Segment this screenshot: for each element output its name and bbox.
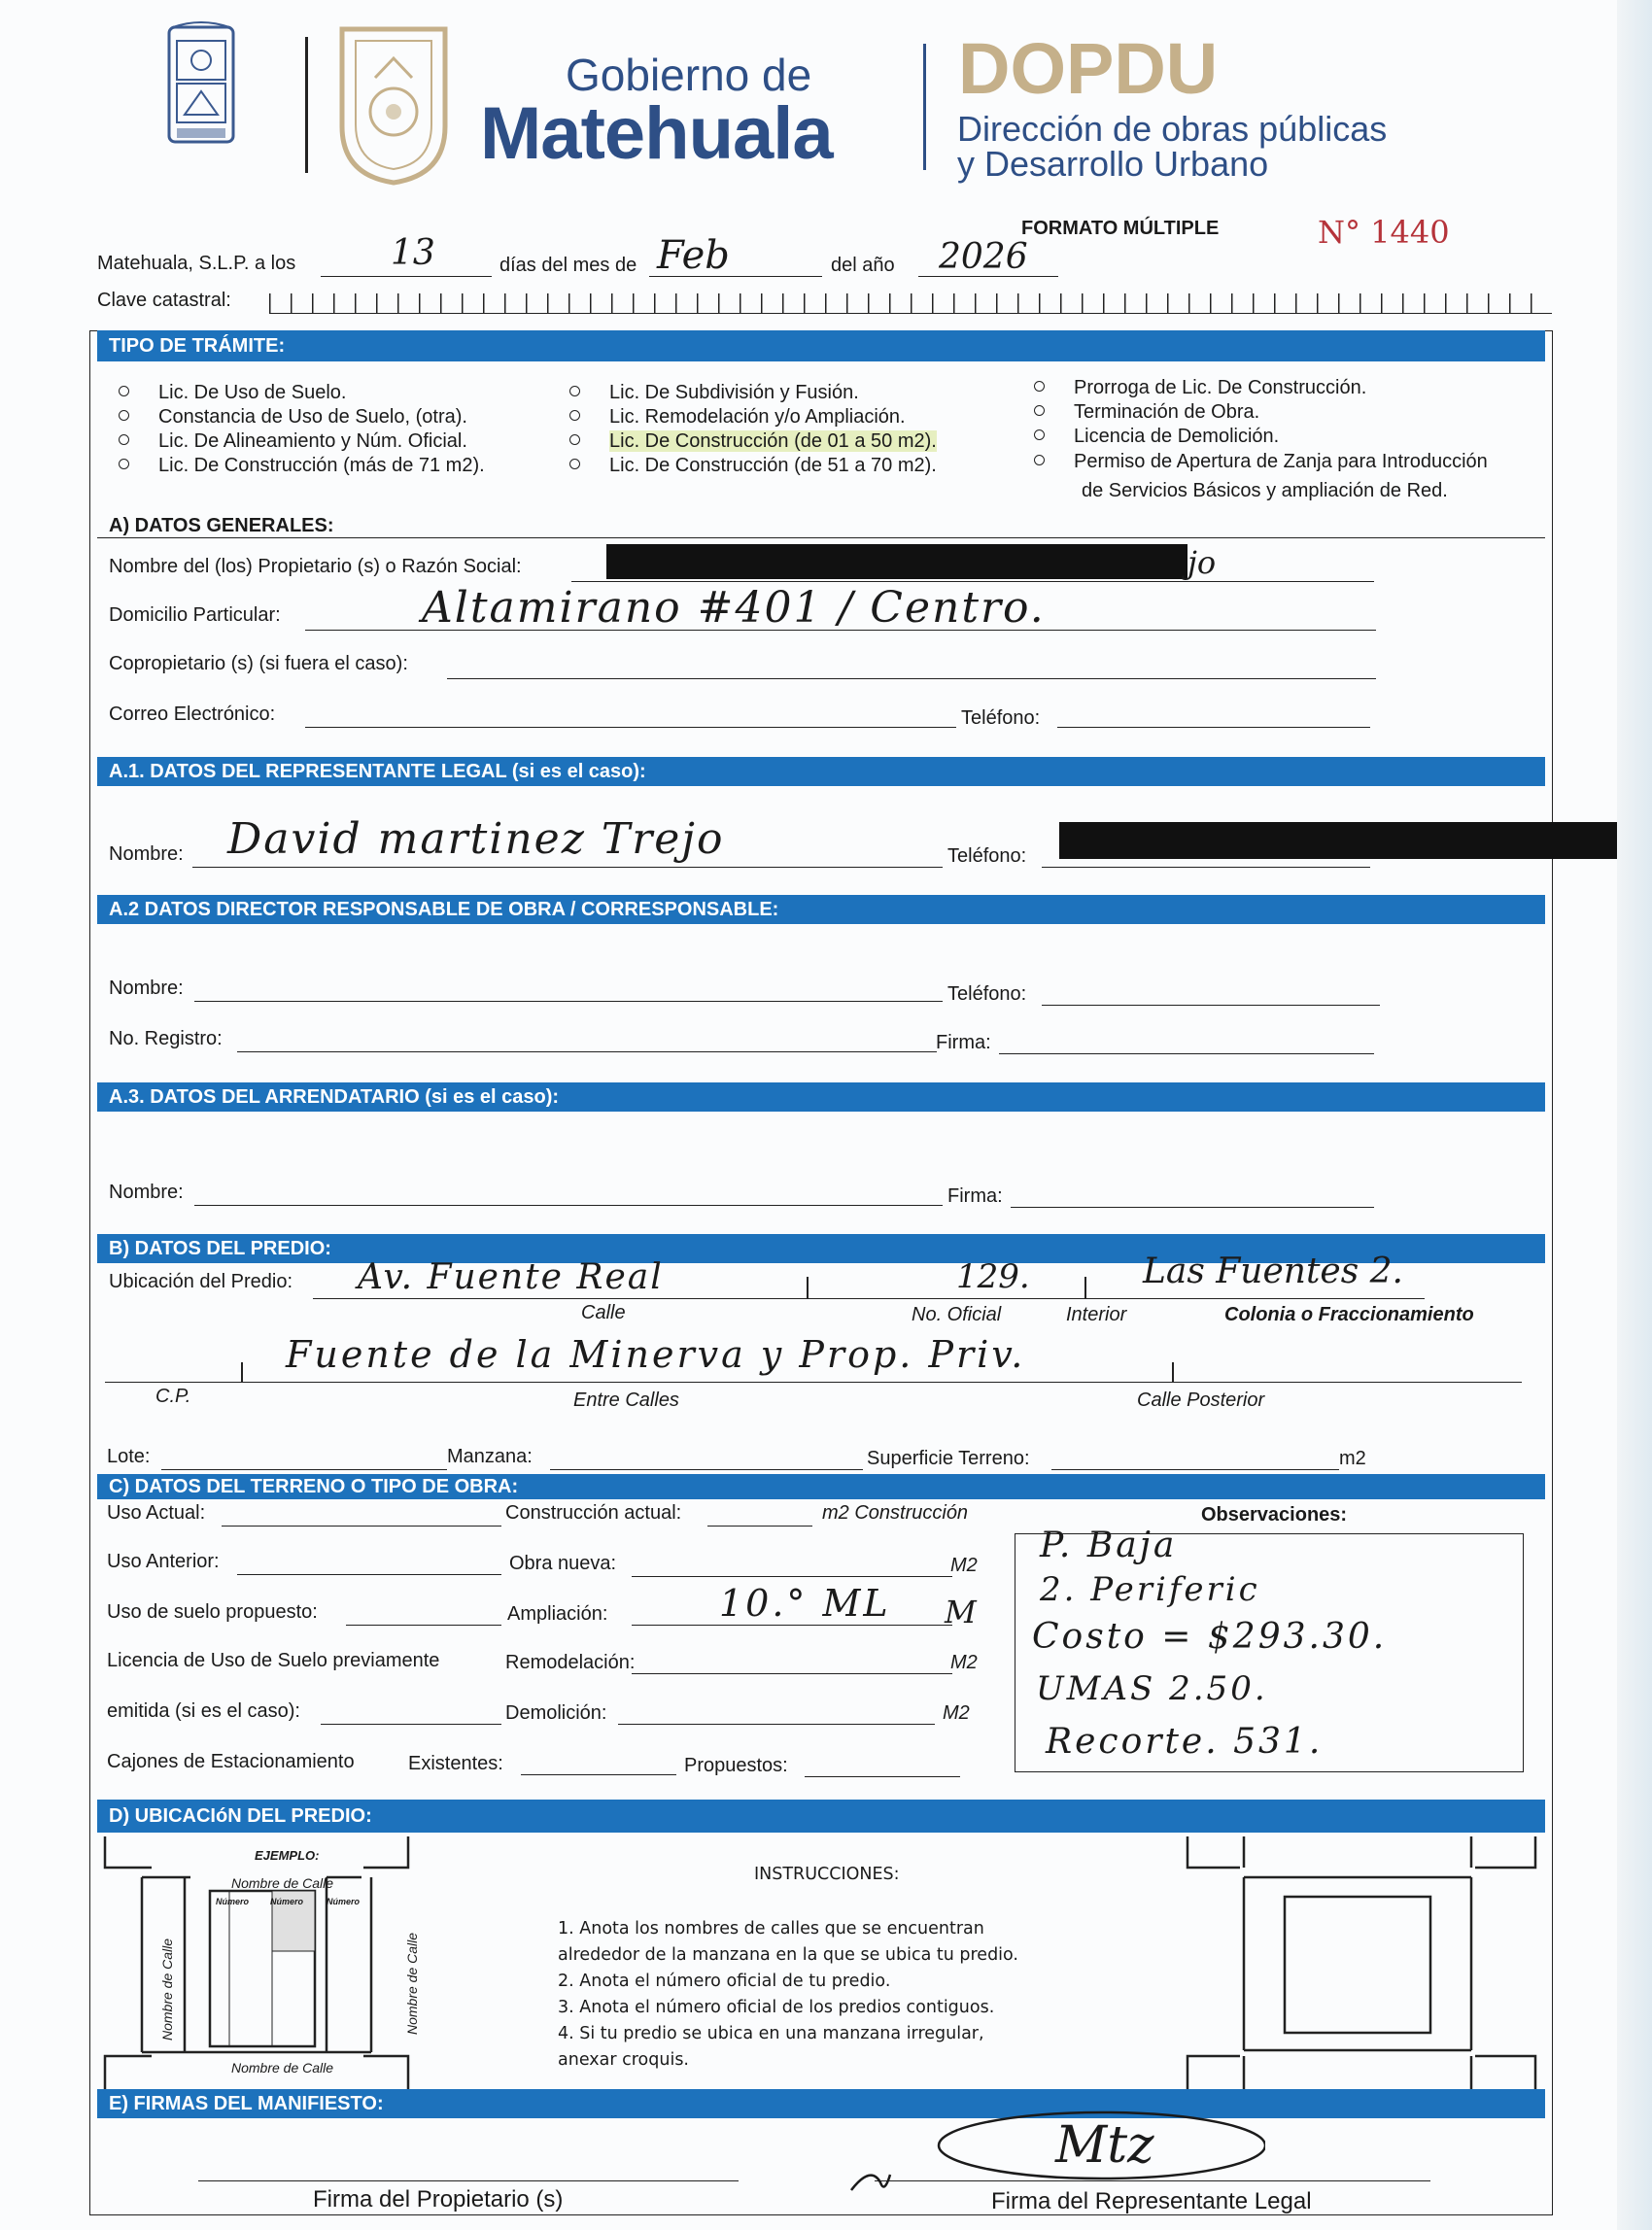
instruccion-3: 3. Anota el número oficial de los predios contiguos. (558, 1998, 995, 2017)
example-diagram (103, 1836, 410, 2089)
firmas-header: E) FIRMAS DEL MANIFIESTO: (97, 2089, 1545, 2118)
licencia-previa-label-2: emitida (si es el caso): (107, 1700, 300, 1722)
director-header: A.2 DATOS DIRECTOR RESPONSABLE DE OBRA / CORRESPONSABLE: (97, 895, 1545, 924)
propuestos-label: Propuestos: (684, 1755, 788, 1776)
remodelacion-unit: M2 (950, 1652, 978, 1673)
obs-line-3[interactable]: Costo = $293.30. (1032, 1617, 1388, 1657)
remodelacion-label: Remodelación: (505, 1652, 636, 1673)
tramite-col2-opt1[interactable]: Lic. De Subdivisión y Fusión. (569, 382, 859, 404)
ubicacion-colonia-value[interactable]: Las Fuentes 2. (1143, 1252, 1403, 1291)
firma-propietario-label: Firma del Propietario (s) (313, 2186, 564, 2213)
entre-calles-value[interactable]: Fuente de la Minerva y Prop. Priv. (286, 1333, 1026, 1376)
ampliacion-label: Ampliación: (507, 1603, 608, 1625)
tramite-col1-opt2[interactable]: Constancia de Uso de Suelo, (otra). (119, 406, 467, 429)
example-street-bottom: Nombre de Calle (231, 2060, 334, 2076)
demolicion-unit: M2 (943, 1702, 970, 1724)
tramite-col3-opt4[interactable]: Permiso de Apertura de Zanja para Introducción (1034, 451, 1488, 473)
municipal-coat-of-arms (163, 21, 239, 163)
tramite-col2-opt4[interactable]: Lic. De Construcción (de 51 a 70 m2). (569, 455, 937, 477)
gov-title-line1: Gobierno de (566, 50, 812, 100)
terreno-header: C) DATOS DEL TERRENO O TIPO DE OBRA: (97, 1474, 1545, 1499)
telefono-label-a: Teléfono: (961, 707, 1041, 729)
instruccion-1: 1. Anota los nombres de calles que se encuentran (558, 1919, 984, 1938)
example-label: EJEMPLO: (255, 1848, 320, 1863)
rep-telefono-label: Teléfono: (947, 845, 1027, 867)
ampliacion-unit-struck: M (945, 1594, 977, 1630)
date-year[interactable]: 2026 (939, 237, 1028, 277)
example-numero-1: Número (216, 1897, 250, 1906)
instruccion-2: 2. Anota el número oficial de tu predio. (558, 1972, 891, 1991)
calle-caption: Calle (581, 1302, 626, 1323)
uso-anterior-label: Uso Anterior: (107, 1551, 220, 1572)
gov-title-line2: Matehuala (480, 92, 833, 175)
ubicacion-label: Ubicación del Predio: (109, 1271, 293, 1292)
datos-generales-title: A) DATOS GENERALES: (109, 515, 334, 536)
folio-number: N° 1440 (1318, 214, 1450, 251)
example-street-left: Nombre de Calle (159, 1938, 175, 2041)
obra-nueva-unit: M2 (950, 1555, 978, 1576)
tramite-col2-opt2[interactable]: Lic. Remodelación y/o Ampliación. (569, 406, 906, 429)
clave-catastral-boxes[interactable] (269, 293, 1552, 314)
location-sketch-grid[interactable] (1186, 1836, 1537, 2089)
cajones-label: Cajones de Estacionamiento (107, 1751, 355, 1772)
ubicacion-header: D) UBICACIóN DEL PREDIO: (97, 1800, 1545, 1833)
city-emblem (336, 19, 451, 187)
director-registro-label: No. Registro: (109, 1028, 223, 1049)
arrendatario-firma-label: Firma: (947, 1185, 1003, 1207)
superficie-label: Superficie Terreno: (867, 1448, 1030, 1469)
signature-mark[interactable] (842, 2107, 1265, 2200)
superficie-unit: m2 (1339, 1448, 1366, 1469)
tramite-col3-opt1[interactable]: Prorroga de Lic. De Construcción. (1034, 377, 1366, 399)
example-street-top: Nombre de Calle (231, 1875, 334, 1891)
director-nombre-label: Nombre: (109, 978, 184, 999)
arrendatario-nombre-label: Nombre: (109, 1182, 184, 1203)
date-prefix: Matehuala, S.L.P. a los (97, 253, 296, 274)
interior-caption: Interior (1066, 1304, 1127, 1325)
ubicacion-calle-value[interactable]: Av. Fuente Real (358, 1257, 664, 1297)
instrucciones-title: INSTRUCCIONES: (754, 1865, 900, 1884)
uso-actual-label: Uso Actual: (107, 1502, 206, 1524)
domicilio-label: Domicilio Particular: (109, 604, 281, 626)
clave-catastral-label: Clave catastral: (97, 290, 231, 311)
manzana-label: Manzana: (447, 1446, 533, 1467)
licencia-previa-label-1: Licencia de Uso de Suelo previamente (107, 1650, 440, 1671)
obs-line-4[interactable]: UMAS 2.50. (1036, 1669, 1268, 1708)
ampliacion-value[interactable]: 10.° ML (719, 1582, 891, 1625)
propietario-redacted (606, 544, 1187, 579)
copropietario-label: Copropietario (s) (si fuera el caso): (109, 653, 408, 674)
observaciones-label: Observaciones: (1201, 1504, 1348, 1526)
m2-construccion-label: m2 Construcción (822, 1502, 969, 1524)
dept-acronym: DOPDU (958, 28, 1219, 109)
example-numero-2: Número (270, 1897, 304, 1906)
instruccion-1b: alrededor de la manzana en la que se ubica tu predio. (558, 1945, 1018, 1965)
representante-header: A.1. DATOS DEL REPRESENTANTE LEGAL (si es el caso): (97, 757, 1545, 786)
instruccion-4: 4. Si tu predio se ubica en una manzana irregular, (558, 2024, 984, 2043)
tramite-col3-opt3[interactable]: Licencia de Demolición. (1034, 426, 1279, 448)
correo-label: Correo Electrónico: (109, 703, 276, 725)
dept-name-line1: Dirección de obras públicas (957, 109, 1388, 149)
rep-nombre-value[interactable]: David martinez Trejo (227, 814, 725, 864)
construccion-actual-label: Construcción actual: (505, 1502, 682, 1524)
firma-representante-label: Firma del Representante Legal (991, 2188, 1312, 2214)
propietario-value-tail[interactable]: jo (1187, 544, 1217, 581)
header-divider (305, 37, 308, 173)
existentes-label: Existentes: (408, 1753, 503, 1774)
obra-nueva-label: Obra nueva: (509, 1553, 617, 1574)
obs-line-5[interactable]: Recorte. 531. (1046, 1722, 1324, 1762)
date-year-label: del año (831, 255, 895, 276)
example-street-right: Nombre de Calle (404, 1932, 420, 2035)
obs-line-1[interactable]: P. Baja (1040, 1526, 1178, 1565)
entre-calles-caption: Entre Calles (573, 1389, 679, 1411)
arrendatario-header: A.3. DATOS DEL ARRENDATARIO (si es el caso): (97, 1082, 1545, 1112)
form-title: FORMATO MÚLTIPLE (1021, 218, 1220, 239)
example-numero-3: Número (327, 1897, 361, 1906)
tramite-col1-opt1[interactable]: Lic. De Uso de Suelo. (119, 382, 346, 404)
demolicion-label: Demolición: (505, 1702, 607, 1724)
director-firma-label: Firma: (936, 1032, 991, 1053)
header-divider-2 (923, 44, 926, 170)
rep-telefono-redacted (1059, 822, 1638, 859)
rep-nombre-label: Nombre: (109, 843, 184, 865)
oficial-caption: No. Oficial (912, 1304, 1002, 1325)
director-telefono-label: Teléfono: (947, 983, 1027, 1005)
tramite-col3-opt4-cont: de Servicios Básicos y ampliación de Red. (1082, 480, 1448, 501)
dept-name-line2: y Desarrollo Urbano (957, 144, 1269, 184)
uso-propuesto-label: Uso de suelo propuesto: (107, 1601, 318, 1623)
lote-label: Lote: (107, 1446, 151, 1467)
calle-posterior-caption: Calle Posterior (1137, 1389, 1265, 1411)
predio-header: B) DATOS DEL PREDIO: (97, 1234, 1545, 1263)
paper-edge-shadow (1617, 0, 1652, 2230)
obs-line-2[interactable]: 2. Periferic (1040, 1570, 1260, 1609)
instruccion-4b: anexar croquis. (558, 2050, 689, 2070)
tramite-col1-opt4[interactable]: Lic. De Construcción (más de 71 m2). (119, 455, 485, 477)
tipo-tramite-header: TIPO DE TRÁMITE: (97, 330, 1545, 361)
date-month-label: días del mes de (499, 255, 637, 276)
tramite-col2-opt3-selected[interactable]: Lic. De Construcción (de 01 a 50 m2). (569, 430, 937, 453)
colonia-caption: Colonia o Fraccionamiento (1224, 1304, 1474, 1325)
cp-caption: C.P. (155, 1386, 191, 1407)
ubicacion-oficial-value[interactable]: 129. (956, 1257, 1030, 1296)
date-day[interactable]: 13 (391, 233, 435, 273)
domicilio-value[interactable]: Altamirano #401 / Centro. (422, 583, 1046, 633)
tramite-col3-opt2[interactable]: Terminación de Obra. (1034, 401, 1259, 424)
propietario-label: Nombre del (los) Propietario (s) o Razón Social: (109, 556, 522, 577)
tramite-col1-opt3[interactable]: Lic. De Alineamiento y Núm. Oficial. (119, 430, 467, 453)
date-month[interactable]: Feb (657, 233, 730, 278)
signature-value[interactable]: Mtz (1055, 2116, 1154, 2175)
